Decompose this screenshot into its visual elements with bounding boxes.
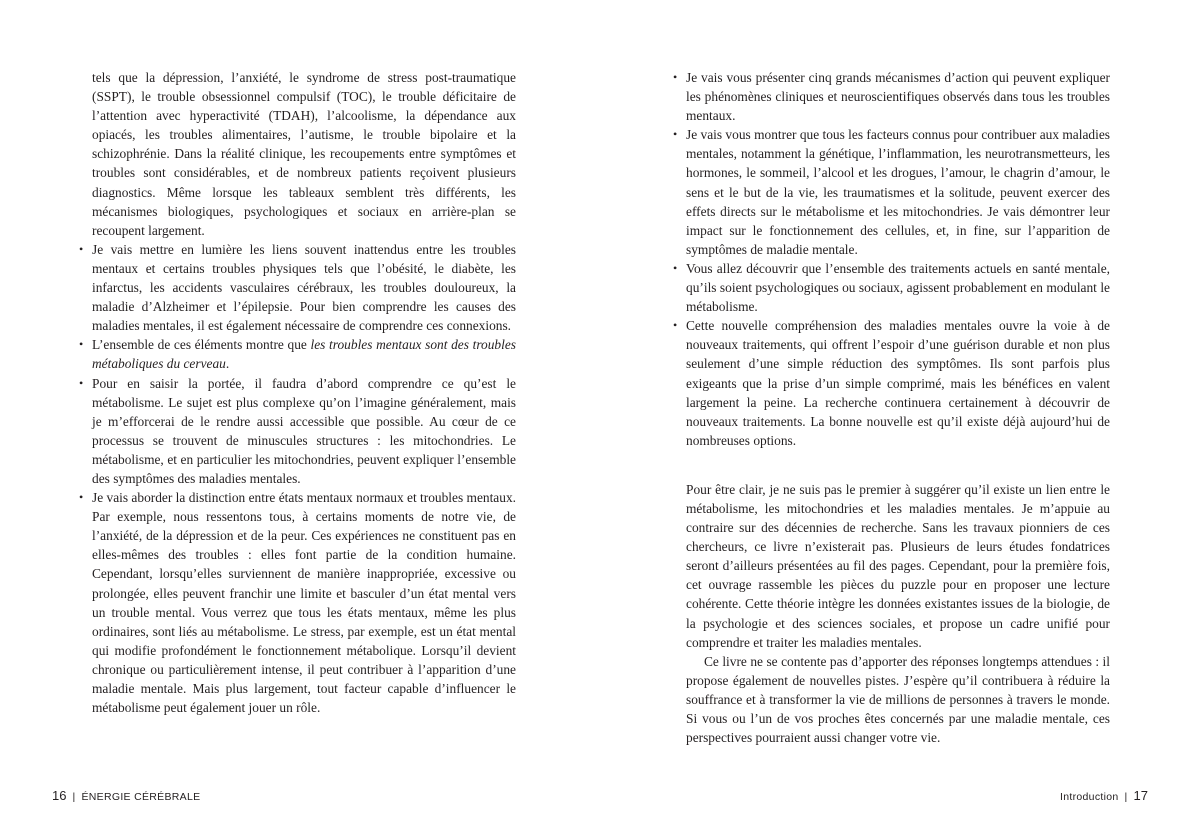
bullet-item (92, 335, 516, 373)
left-footer (52, 788, 200, 803)
left-bullet-list (92, 240, 516, 717)
footer-separator: | (72, 791, 76, 803)
right-footer (1060, 788, 1148, 803)
body-paragraph: Pour être clair, je ne suis pas le premier à suggérer qu’il existe un lien entre le métabolisme, les mitochondries et les maladies mentales. Je m’appuie au contraire sur des décennies de recherche. Sans les travaux pionniers de ces chercheurs, ce livre n’existerait pas. Plusieurs de leurs études fondatrices seront d’ailleurs présentées au fil des pages. Cependant, pour la première fois, cet ouvrage rassemble les pièces du puzzle pour en proposer une lecture cohérente. Cette théorie intègre les données existantes issues de la biologie, de la psychologie et des sciences sociales, et propose un cadre unifié pour comprendre et traiter les maladies mentales. (686, 481, 1110, 650)
left-text-column (92, 68, 516, 717)
right-bullet-list (686, 68, 1110, 450)
bullet-text: L’ensemble de ces éléments montre que (92, 337, 311, 353)
right-page (600, 0, 1200, 839)
page-number: 17 (1133, 788, 1148, 803)
body-paragraph: Ce livre ne se contente pas d’apporter des réponses longtemps attendues : il propose également de nouvelles pistes. J’espère qu’il contribuera à réduire la souffrance et à transformer la vie de millions de personnes à travers le monde. Si vous ou l’un de vos proches êtes concernés par une maladie mentale, ces perspectives pourraient aussi changer votre vie. (686, 653, 1110, 746)
running-head: ÉNERGIE CÉRÉBRALE (81, 791, 201, 803)
bullet-item: • Je vais mettre en lumière les liens souvent inattendus entre les troubles mentaux et certains troubles physiques tels que l’obésité, le diabète, les infarctus, les accidents vasculaires cérébraux, les troubles douloureux, la maladie d’Alzheimer et l’épilepsie. Pour bien comprendre les causes des maladies mentales, il est également nécessaire de comprendre ces connexions. (92, 240, 516, 335)
emphasis-text: les troubles mentaux sont des troubles métaboliques du cerveau (92, 337, 516, 372)
bullet-item: • Je vais vous montrer que tous les facteurs connus pour contribuer aux maladies mentales, notamment la génétique, l’inflammation, les neurotransmetteurs, les hormones, le sommeil, l’alcool et les drogues, l’amour, le chagrin d’amour, le sens et le but de la vie, les traumatismes et la solitude, peuvent exercer des effets directs sur le métabolisme et les mitochondries. Je vais démontrer leur impact sur le fonctionnement des cellules, et, in fine, sur l’apparition de symptômes de maladie mentale. (686, 125, 1110, 259)
bullet-item: • Je vais vous présenter cinq grands mécanismes d’action qui peuvent expliquer les phénomènes cliniques et neuroscientifiques observés dans tous les troubles mentaux. (686, 68, 1110, 125)
bullet-item: • Cette nouvelle compréhension des maladies mentales ouvre la voie à de nouveaux traitements, qui offrent l’espoir d’une guérison durable et non plus seulement d’une simple réduction des symptômes. Ils sont parfois plus exigeants que la prise d’un simple comprimé, mais les bénéfices en valent largement la peine. La recherche continuera certainement à découvrir de nouveaux traitements. La bonne nouvelle est qu’il existe déjà aujourd’hui de nombreuses options. (686, 316, 1110, 450)
right-text-column (686, 68, 1110, 747)
bullet-item: • Je vais aborder la distinction entre états mentaux normaux et troubles mentaux. Par exemple, nous ressentons tous, à certains moments de notre vie, de l’anxiété, de la dépression et de la peur. Ces expériences ne constituent pas en elles-mêmes des troubles : elles font partie de la condition humaine. Cependant, lorsqu’elles surviennent de manière inappropriée, excessive ou prolongée, elles peuvent franchir une limite et basculer d’un état mental vers un trouble mental. Vous verrez que tous les états mentaux, même les plus ordinaires, sont liés au métabolisme. Le stress, par exemple, est un état mental qui modifie profondément le fonctionnement métabolique. Lorsqu’il devient chronique ou particulièrement intense, il peut contribuer à l’apparition d’une maladie mentale. Mais plus largement, tout facteur capable d’influencer le métabolisme peut également jouer un rôle. (92, 488, 516, 717)
page-number: 16 (52, 788, 67, 803)
continuation-paragraph: tels que la dépression, l’anxiété, le syndrome de stress post-traumatique (SSPT), le trouble obsessionnel compulsif (TOC), le trouble déficitaire de l’attention avec hyperactivité (TDAH), l’alcoolisme, la dépendance aux opiacés, les troubles alimentaires, l’autisme, le trouble bipolaire et la schizophrénie. Dans la réalité clinique, les recoupements entre symptômes et troubles sont considérables, et de nombreux patients reçoivent plusieurs diagnostics. Même lorsque les tableaux semblent très différents, les mécanismes biologiques, psychologiques et sociaux en arrière-plan se recoupent largement. (92, 70, 516, 238)
running-head: Introduction (1060, 791, 1119, 803)
bullet-item: • Pour en saisir la portée, il faudra d’abord comprendre ce qu’est le métabolisme. Le sujet est plus complexe qu’on l’imagine généralement, mais je m’efforcerai de le rendre aussi accessible que possible. Au cœur de ce processus se trouvent de minuscules structures : les mitochondries. Le métabolisme, et en particulier les mitochondries, peuvent expliquer l’ensemble des symptômes des maladies mentales. (92, 374, 516, 489)
bullet-item: • Vous allez découvrir que l’ensemble des traitements actuels en santé mentale, qu’ils soient psychologiques ou sociaux, agissent probablement en modulant le métabolisme. (686, 259, 1110, 316)
bullet-text-end: . (225, 356, 230, 372)
paragraph-gap (686, 450, 1110, 480)
footer-separator: | (1124, 791, 1128, 803)
